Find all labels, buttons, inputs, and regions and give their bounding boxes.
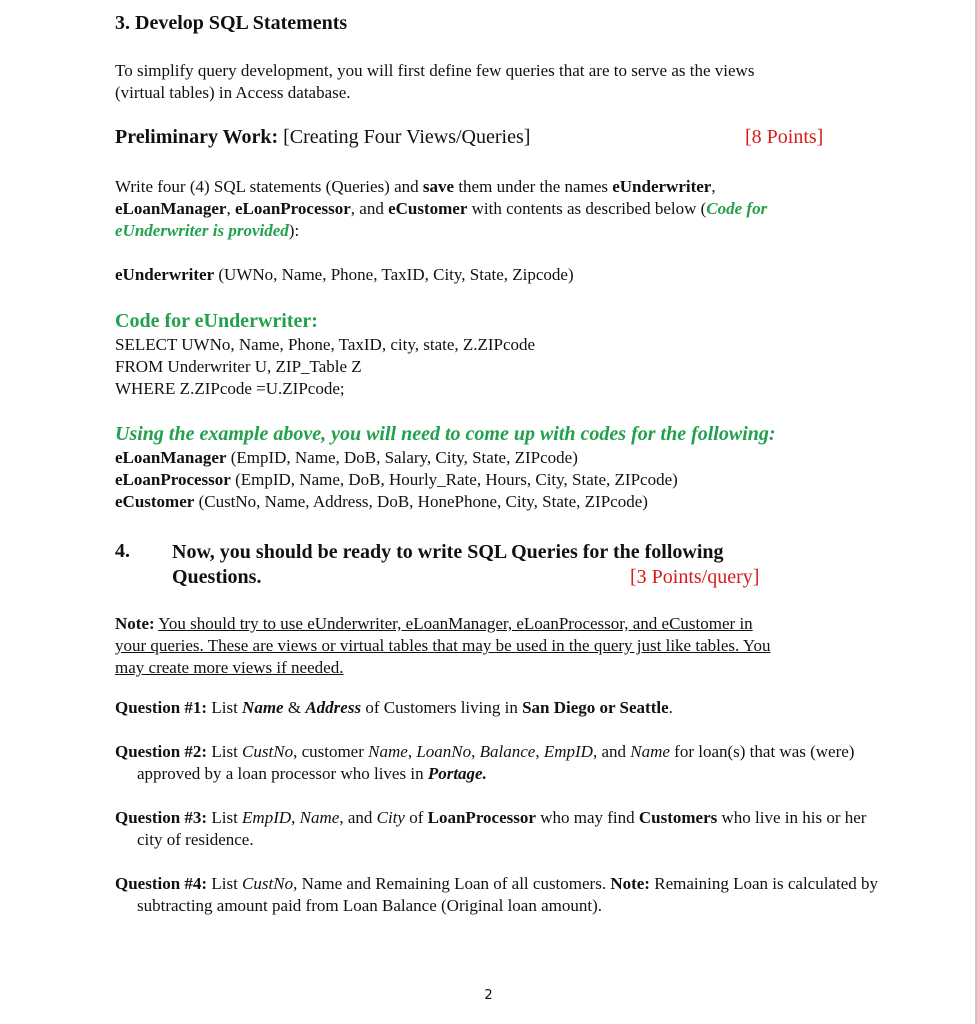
view-name: eLoanProcessor — [115, 470, 231, 489]
question-term: CustNo — [242, 742, 294, 761]
section-4-title — [172, 540, 862, 590]
view-definition-ecustomer — [115, 491, 860, 513]
question-text: , customer — [293, 742, 369, 761]
question-text: of Customers living in — [361, 698, 523, 717]
question-text: , — [535, 742, 544, 761]
write-text: with contents as described below ( — [467, 199, 707, 218]
section-3-heading: 3. Develop SQL Statements — [115, 12, 348, 34]
question-1 — [115, 697, 882, 719]
view-name-eloanprocessor: eLoanProcessor — [234, 199, 351, 218]
intro-line-2: (virtual tables) in Access database. — [115, 83, 351, 102]
question-term: LoanProcessor — [427, 808, 536, 827]
question-text: List — [207, 808, 243, 827]
write-text: Write four (4) SQL statements (Queries) and — [115, 177, 423, 196]
question-label: Question #3: — [115, 808, 208, 827]
write-text: , — [711, 177, 716, 196]
view-definition-eloanmanager — [115, 447, 860, 469]
section-4-title-line-2: Questions. — [172, 566, 262, 588]
question-term: CustNo — [242, 874, 294, 893]
question-label: Question #2: — [115, 742, 208, 761]
question-text: , Name and Remaining Loan of all customers. — [293, 874, 611, 893]
note-line-3: may create more views if needed. — [115, 658, 344, 677]
note-line-1: You should try to use eUnderwriter, eLoanManager, eLoanProcessor, and eCustomer in — [158, 614, 753, 633]
note-block — [115, 613, 860, 679]
note-line-2: your queries. These are views or virtual tables that may be used in the query just like tables. You — [115, 636, 771, 655]
section-4-heading — [115, 540, 860, 592]
question-text: . — [668, 698, 673, 717]
question-term: City — [376, 808, 405, 827]
question-label: Question #1: — [115, 698, 208, 717]
question-term: LoanNo — [416, 742, 472, 761]
question-3 — [115, 807, 882, 851]
write-text: them under the names — [454, 177, 613, 196]
view-name: eCustomer — [115, 492, 195, 511]
view-name-eunderwriter: eUnderwriter — [612, 177, 712, 196]
preliminary-title: [Creating Four Views/Queries] — [278, 126, 531, 148]
code-provided-note: Code for — [706, 199, 768, 218]
write-text: , and — [350, 199, 389, 218]
view-name-eloanmanager: eLoanManager — [115, 199, 227, 218]
question-term: Address — [305, 698, 362, 717]
sql-line-where: WHERE Z.ZIPcode =U.ZIPcode; — [115, 379, 345, 398]
preliminary-points: [8 Points] — [745, 126, 824, 148]
write-text: , — [226, 199, 235, 218]
eunderwriter-name: eUnderwriter — [115, 265, 215, 284]
section-4-title-line-1: Now, you should be ready to write SQL Queries for the following — [172, 541, 724, 563]
question-term: Name — [368, 742, 408, 761]
view-fields: (EmpID, Name, DoB, Hourly_Rate, Hours, City, State, ZIPcode) — [230, 470, 678, 489]
question-term: Portage. — [427, 764, 487, 783]
question-term: Balance — [479, 742, 536, 761]
question-term: Name — [299, 808, 340, 827]
question-text: who may find — [535, 808, 639, 827]
view-definition-eloanprocessor — [115, 469, 860, 491]
question-term: Customers — [638, 808, 718, 827]
eunderwriter-definition — [115, 264, 860, 286]
page-number: 2 — [484, 988, 493, 1003]
question-text: , — [471, 742, 480, 761]
note-label: Note: — [115, 614, 155, 633]
sql-line-select: SELECT UWNo, Name, Phone, TaxID, city, state, Z.ZIPcode — [115, 335, 536, 354]
preliminary-work-heading — [115, 126, 860, 152]
question-term: EmpID — [543, 742, 593, 761]
question-text: , and — [592, 742, 631, 761]
question-text: who live in his or her city of residence. — [137, 808, 867, 849]
write-text: ): — [288, 221, 300, 240]
view-fields: (CustNo, Name, Address, DoB, HonePhone, City, State, ZIPcode) — [194, 492, 648, 511]
view-name: eLoanManager — [115, 448, 227, 467]
code-heading: Code for eUnderwriter: — [115, 310, 318, 332]
question-text: , and — [339, 808, 377, 827]
question-text: Remaining Loan is calculated by subtracting amount paid from Loan Balance (Original loan amount). — [137, 874, 878, 915]
question-text: of — [404, 808, 428, 827]
question-term: Note: — [610, 874, 650, 893]
view-fields: (EmpID, Name, DoB, Salary, City, State, ZIPcode) — [226, 448, 578, 467]
question-2 — [115, 741, 882, 785]
question-text: , — [291, 808, 300, 827]
sql-code-block — [115, 334, 860, 400]
sql-line-from: FROM Underwriter U, ZIP_Table Z — [115, 357, 362, 376]
question-text: List — [207, 874, 243, 893]
question-text: & — [283, 698, 306, 717]
question-4 — [115, 873, 882, 917]
eunderwriter-fields: (UWNo, Name, Phone, TaxID, City, State, Zipcode) — [214, 265, 574, 284]
question-text: , — [407, 742, 417, 761]
write-instructions — [115, 176, 860, 242]
view-definitions — [115, 447, 860, 513]
code-provided-note: eUnderwriter is provided — [115, 221, 289, 240]
view-name-ecustomer: eCustomer — [388, 199, 468, 218]
question-term: EmpID — [242, 808, 292, 827]
question-term: Name — [242, 698, 284, 717]
question-label: Question #4: — [115, 874, 208, 893]
question-term: San Diego or Seattle — [522, 698, 669, 717]
intro-line-1: To simplify query development, you will first define few queries that are to serve as the views — [115, 61, 755, 80]
question-text: List — [207, 742, 243, 761]
section-4-number: 4. — [115, 540, 130, 562]
preliminary-label: Preliminary Work: — [115, 126, 279, 148]
question-text: List — [207, 698, 243, 717]
question-term: Name — [630, 742, 670, 761]
section-3-intro — [115, 60, 860, 104]
example-heading: Using the example above, you will need to come up with codes for the following: — [115, 423, 776, 445]
save-keyword: save — [422, 177, 455, 196]
question-text: for loan(s) that was (were) approved by a loan processor who lives in — [137, 742, 855, 783]
section-4-points: [3 Points/query] — [630, 566, 760, 588]
